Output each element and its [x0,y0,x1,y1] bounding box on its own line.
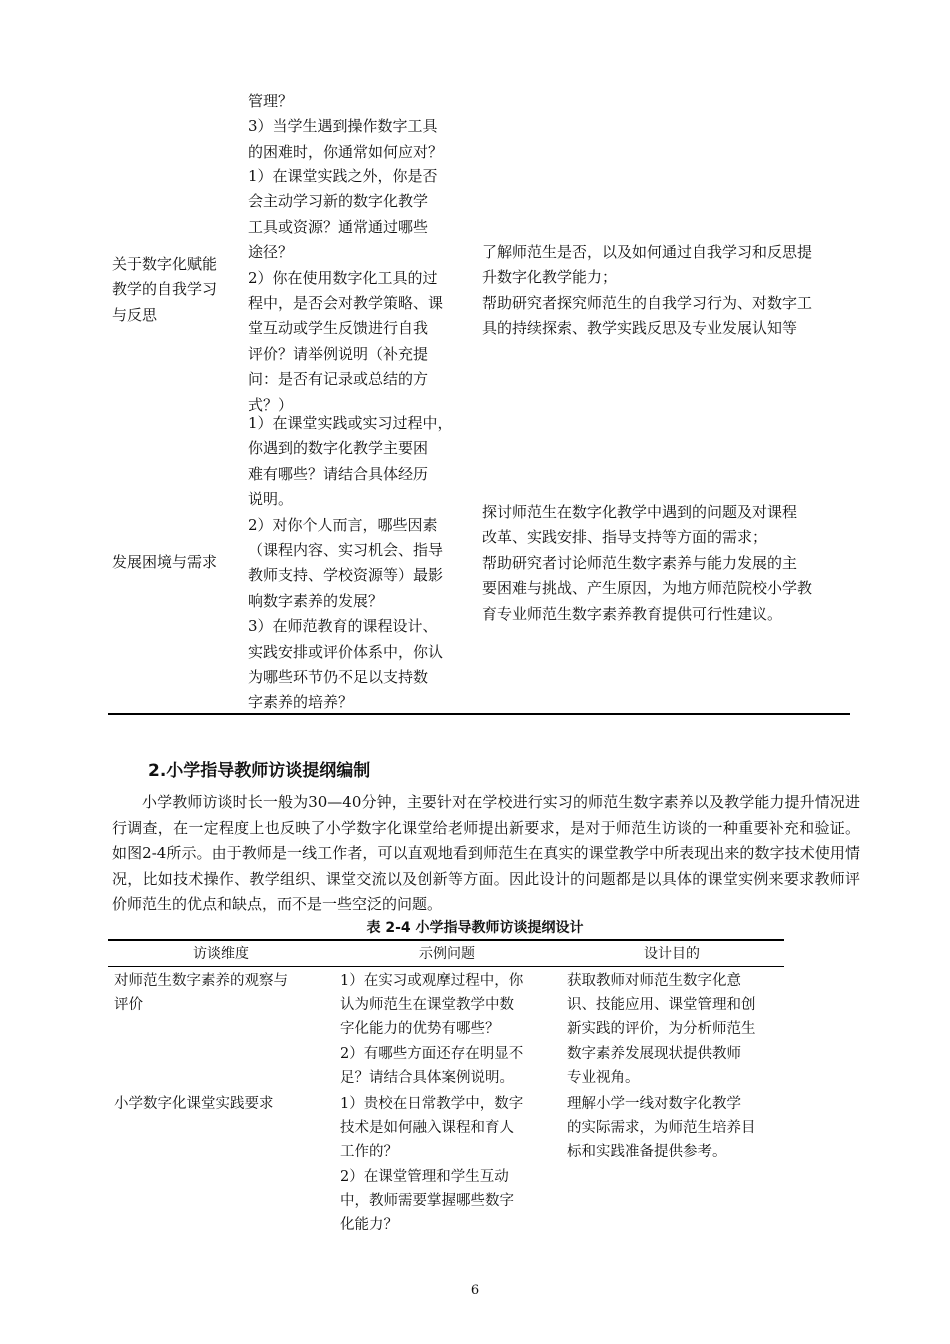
t2-row2-questions: 1）贵校在日常教学中，数字 技术是如何融入课程和育人 工作的？ 2）在课堂管理和学生互动 中，教师需要掌握哪些数字 化能力？ [340,1096,524,1234]
section-heading: 2.小学指导教师访谈提纲编制 [148,761,371,781]
t2-row2-dimension: 小学数字化课堂实践要求 [114,1096,274,1112]
t1-row2-purpose: 了解师范生是否，以及如何通过自我学习和反思提 升数字化教学能力； 帮助研究者探究师范生的自我学习行为、对数字工 具的持续探索、教学实践反思及专业发展认知等 [482,243,813,338]
t2-row1-dimension: 对师范生数字素养的观察与 评价 [114,973,288,1014]
t2-row2-purpose: 理解小学一线对数字化教学 的实际需求，为师范生培养目 标和实践准备提供参考。 [567,1096,756,1161]
t2-header-dimension: 访谈维度 [193,946,249,962]
t2-header-questions: 示例问题 [419,946,475,962]
page-number: 6 [470,1283,480,1298]
t2-top-rule [108,939,784,941]
t1-row3-purpose: 探讨师范生在数字化教学中遇到的问题及对课程 改革、实践安排、指导支持等方面的需求； 帮助研究者讨论师范生数字素养与能力发展的主 要困难与挑战、产生原因，为地方师范院校小学教 育专业师范生数字素养教育提供可行性建议。 [482,503,813,623]
t2-header-rule [108,966,784,967]
t1-row3-dimension: 发展困境与需求 [112,553,218,571]
body-paragraph-text: 小学教师访谈时长一般为30—40分钟，主要针对在学校进行实习的师范生数字素养以及教学能力提升情况进行调查，在一定程度上也反映了小学数字化课堂给老师提出新要求，是对于师范生访谈的一种重要补充和验证。如图2-4所示。由于教师是一线工作者，可以直观地看到师范生在真实的课堂教学中所表现出来的数字技术使用情况，比如技术操作、教学组织、课堂交流以及创新等方面。因此设计的问题都是以具体的课堂实例来要求教师评价师范生的优点和缺点，而不是一些空泛的问题。 [112,793,860,913]
t2-row1-questions: 1）在实习或观摩过程中，你 认为师范生在课堂教学中数 字化能力的优势有哪些？ 2）有哪些方面还存在明显不 足？请结合具体案例说明。 [340,973,524,1086]
t1-row2-questions: 1）在课堂实践之外，你是否 会主动学习新的数字化教学 工具或资源？通常通过哪些 途径？ 2）你在使用数字化工具的过 程中，是否会对教学策略、课 堂互动或学生反馈进行自我 评价？请举例说明（补充提 问：是否有记录或总结的方 式？） [248,167,444,414]
t1-row2-dimension: 关于数字化赋能 教学的自我学习 与反思 [112,255,218,324]
t1-row3-questions: 1）在课堂实践或实习过程中， 你遇到的数字化教学主要困 难有哪些？请结合具体经历 说明。 2）对你个人而言，哪些因素 （课程内容、实习机会、指导 教师支持、学校资源等）最影 响数字素养的发展？ 3）在师范教育的课程设计、 实践安排或评价体系中，你认 为哪些环节仍不足以支持数 字素养的培养？ [248,414,453,712]
t1-row1-questions: 管理？ 3）当学生遇到操作数字工具 的困难时，你通常如何应对？ [248,92,444,161]
body-paragraph [112,790,860,918]
t2-header-purpose: 设计目的 [644,946,700,962]
t2-row1-purpose: 获取教师对师范生数字化意 识、技能应用、课堂管理和创 新实践的评价，为分析师范生 数字素养发展现状提供教师 专业视角。 [567,973,756,1086]
table-caption: 表 2-4 小学指导教师访谈提纲设计 [366,920,584,936]
t1-bottom-rule [108,713,850,715]
